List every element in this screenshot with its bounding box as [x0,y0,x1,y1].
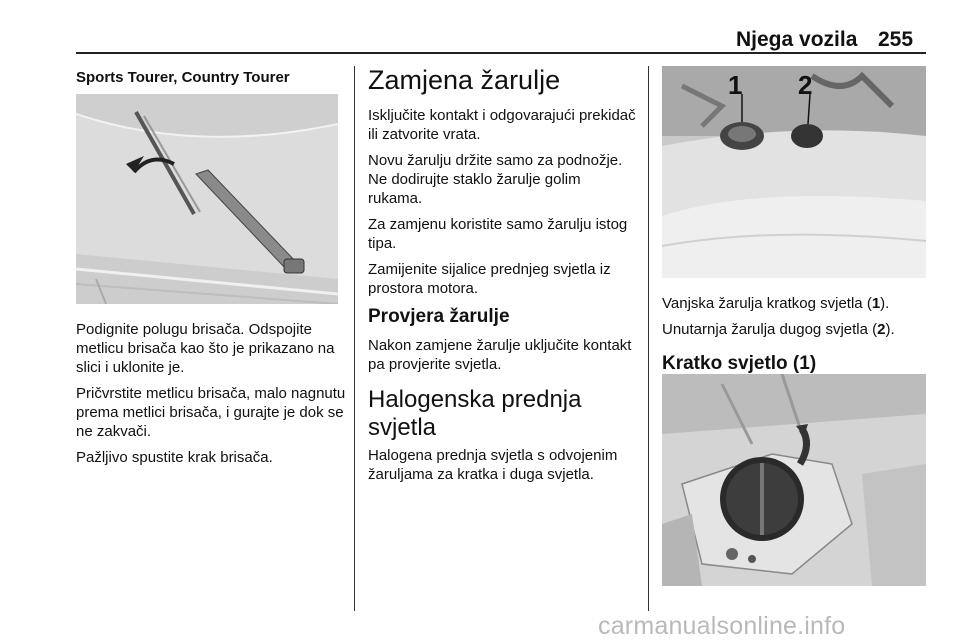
paragraph: Isključite kontakt i odgovarajući prekidač ili zatvorite vrata. [368,107,636,143]
subheading: Provjera žarulje [368,306,510,327]
column-1 [76,68,344,95]
column-3-text [662,294,932,383]
callout-1: 1 [728,70,743,100]
engine-bay-illustration [662,66,926,278]
wiper-illustration [76,94,338,304]
header-rule [76,52,926,54]
subheading-large: Halogenska prednja svjetla [368,386,582,441]
paragraph: Podignite polugu brisača. Odspojite metlicu brisača kao što je prikazano na slici i uklonite je. [76,321,335,376]
watermark: carmanualsonline.info [598,612,846,640]
paragraph: Nakon zamjene žarulje uključite kontakt pa provjerite svjetla. [368,337,632,373]
low-beam-illustration [662,374,926,586]
column-2 [368,64,638,491]
page-number: 255 [878,28,914,51]
caption-1: Vanjska žarulja kratkog svjetla (1). [662,295,890,312]
paragraph: Halogena prednja svjetla s odvojenim žaruljama za kratka i duga svjetla. [368,447,618,483]
caption-2: Unutarnja žarulja dugog svjetla (2). [662,321,895,338]
paragraph: Novu žarulju držite samo za podnožje. Ne dodirujte staklo žarulje golim rukama. [368,152,623,207]
subheading: Kratko svjetlo (1) [662,353,817,374]
column-divider-2 [648,66,649,611]
callout-2: 2 [798,70,813,100]
paragraph: Zamijenite sijalice prednjeg svjetla iz prostora motora. [368,261,611,297]
column-divider-1 [354,66,355,611]
section-title: Njega vozila [736,28,858,51]
section-heading: Zamjena žarulje [368,65,561,95]
column-1-text [76,320,346,474]
figure-label: Sports Tourer, Country Tourer [76,69,290,86]
paragraph: Pažljivo spustite krak brisača. [76,449,273,466]
paragraph: Za zamjenu koristite samo žarulju istog tipa. [368,216,628,252]
paragraph: Pričvrstite metlicu brisača, malo nagnutu prema metlici brisača, i gurajte je dok se ne zakvači. [76,385,346,440]
